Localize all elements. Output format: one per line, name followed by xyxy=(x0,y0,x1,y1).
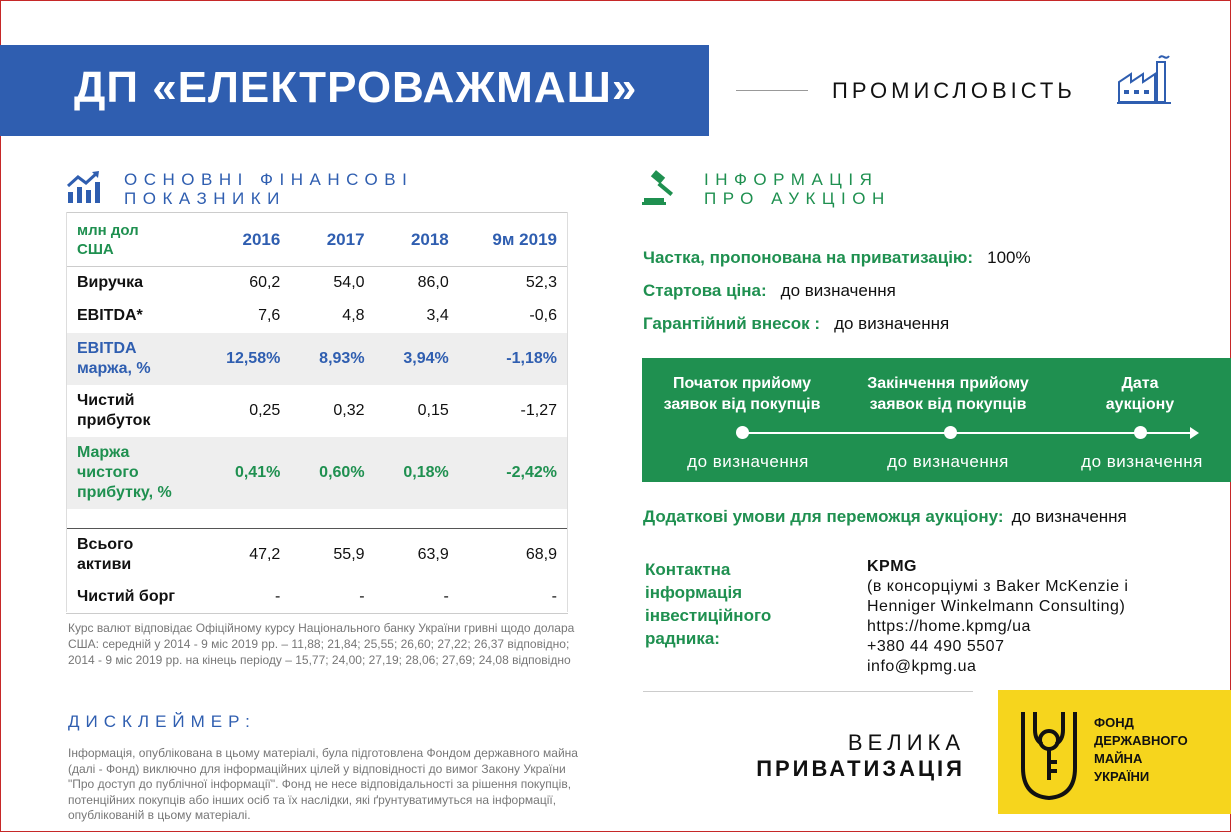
cell-value: 63,9 xyxy=(417,545,449,563)
cell-value: 0,25 xyxy=(249,401,281,419)
advisor-consortium: (в консорціумі з Baker McKenzie і xyxy=(867,578,1129,595)
extra-conditions-row xyxy=(643,507,1127,527)
cell-value: 47,2 xyxy=(249,545,281,563)
timeline-dot xyxy=(736,426,749,439)
advisor-email[interactable]: info@kpmg.ua xyxy=(867,658,977,675)
table-row-revenue xyxy=(66,267,568,300)
row-label: EBITDA* xyxy=(77,307,143,324)
arrow-right-icon xyxy=(1190,427,1199,439)
row-label: Маржа чистого прибутку, % xyxy=(66,437,196,509)
financials-section-title: ОСНОВНІ ФІНАНСОВІ ПОКАЗНИКИ xyxy=(124,170,414,208)
cell-value: 55,9 xyxy=(333,545,365,563)
year-header: 2016 xyxy=(196,213,291,267)
row-label: Чистий прибуток xyxy=(77,391,151,429)
table-row-net-profit xyxy=(66,385,568,437)
header-divider xyxy=(736,90,808,91)
contact-info xyxy=(867,557,1128,677)
year-header: 2017 xyxy=(291,213,375,267)
advisor-phone: +380 44 490 5507 xyxy=(867,638,1005,655)
share-label: Частка, пропонована на приватизацію: xyxy=(643,248,974,267)
timeline-step-title: Закінчення прийому заявок від покупців xyxy=(867,375,1029,413)
cell-value: -1,18% xyxy=(460,333,568,385)
timeline-step-value: до визначення xyxy=(1081,452,1203,471)
price-value: до визначення xyxy=(780,281,896,300)
cell-value: - xyxy=(196,581,291,614)
cell-value: 12,58% xyxy=(196,333,291,385)
chart-growth-icon xyxy=(66,170,102,204)
fund-name: ФОНД ДЕРЖАВНОГО МАЙНА УКРАЇНИ xyxy=(1094,715,1188,784)
cell-value: 0,18% xyxy=(376,437,460,509)
cell-value: 3,94% xyxy=(376,333,460,385)
timeline-step-value: до визначення xyxy=(887,452,1009,471)
timeline-step-title: Дата аукціону xyxy=(1105,375,1175,413)
program-name-line2: ПРИВАТИЗАЦІЯ xyxy=(756,756,965,781)
cell-value: -1,27 xyxy=(520,401,557,419)
advisor-consortium: Henniger Winkelmann Consulting) xyxy=(867,598,1126,615)
table-spacer xyxy=(66,509,568,529)
title-banner xyxy=(0,45,709,136)
cell-value: 0,32 xyxy=(333,401,365,419)
price-row xyxy=(643,281,896,301)
cell-value: 0,60% xyxy=(291,437,375,509)
share-value: 100% xyxy=(987,248,1031,267)
disclaimer-title: ДИСКЛЕЙМЕР: xyxy=(68,712,256,731)
timeline-dot xyxy=(944,426,957,439)
cell-value: 52,3 xyxy=(525,274,557,292)
row-label: Чистий борг xyxy=(66,581,196,614)
timeline-dot xyxy=(1134,426,1147,439)
timeline-line xyxy=(742,432,1192,434)
cell-value: 7,6 xyxy=(258,307,281,324)
table-row-total-assets xyxy=(66,529,568,581)
table-row-ebitda xyxy=(66,300,568,333)
table-row-net-debt xyxy=(66,581,568,614)
share-row xyxy=(643,248,1031,268)
year-header: 2018 xyxy=(376,213,460,267)
gavel-icon xyxy=(642,170,680,206)
table-header-row xyxy=(66,213,568,267)
row-label: Всього активи xyxy=(77,535,134,573)
fund-logo-block xyxy=(998,690,1231,814)
cell-value: - xyxy=(376,581,460,614)
cell-value: 8,93% xyxy=(291,333,375,385)
price-label: Стартова ціна: xyxy=(643,281,767,300)
row-label: EBITDA маржа, % xyxy=(66,333,196,385)
cell-value: 0,41% xyxy=(196,437,291,509)
cell-value: 60,2 xyxy=(249,274,281,292)
factory-icon xyxy=(1115,52,1173,106)
industry-label: ПРОМИСЛОВІСТЬ xyxy=(832,78,1076,103)
cell-value: 0,15 xyxy=(417,401,449,419)
cell-value: 86,0 xyxy=(417,274,449,292)
timeline-step-title: Початок прийому заявок від покупців xyxy=(663,375,821,413)
table-row-net-margin xyxy=(66,437,568,509)
key-shield-icon xyxy=(1020,710,1078,800)
advisor-name: KPMG xyxy=(867,558,917,575)
advisor-website[interactable]: https://home.kpmg/ua xyxy=(867,618,1031,635)
extra-conditions-label: Додаткові умови для переможця аукціону: xyxy=(643,507,1004,526)
cell-value: - xyxy=(460,581,568,614)
timeline-step-value: до визначення xyxy=(687,452,809,471)
deposit-row xyxy=(643,314,949,334)
page-title: ДП «ЕЛЕКТРОВАЖМАШ» xyxy=(74,63,638,112)
cell-value: - xyxy=(291,581,375,614)
program-name-line1: ВЕЛИКА xyxy=(847,730,965,755)
cell-value: -0,6 xyxy=(529,307,557,324)
auction-section-title: ІНФОРМАЦІЯ ПРО АУКЦІОН xyxy=(704,170,891,208)
extra-conditions-value: до визначення xyxy=(1011,507,1127,526)
cell-value: 54,0 xyxy=(333,274,365,292)
cell-value: 68,9 xyxy=(525,545,557,563)
row-label: Виручка xyxy=(77,274,144,292)
cell-value: 4,8 xyxy=(342,307,365,324)
table-row-ebitda-margin xyxy=(66,333,568,385)
year-header: 9м 2019 xyxy=(460,213,568,267)
deposit-value: до визначення xyxy=(834,314,950,333)
disclaimer-text: Інформація, опублікована в цьому матеріалі, була підготовлена Фондом державного майна (далі - Фонд) виключно для інформаційних цілей у відповідності до вимог Закону України "Про доступ до публічної інформації". Фонд не несе відповідальності за рішення покупців, потенційних покупців або інших осіб та їх наслідки, які ґрунтуватимуться на інформації, опублікованій в цьому матеріалі. xyxy=(68,746,578,822)
deposit-label: Гарантійний внесок : xyxy=(643,314,821,333)
cell-value: -2,42% xyxy=(460,437,568,509)
cell-value: 3,4 xyxy=(426,307,449,324)
fx-rate-note: Курс валют відповідає Офіційному курсу Національного банку України гривні щодо долара США: середній у 2014 - 9 міс 2019 рр. – 11,88; 21,84; 25,55; 26,60; 27,22; 26,37 відповідно; 2014 - 9 міс 2019 рр. на кінець періоду – 15,77; 24,00; 27,19; 28,06; 27,69; 24,08 відповідно xyxy=(68,621,575,667)
footer-divider xyxy=(643,691,973,692)
contact-label: Контактна інформація інвестиційного радника: xyxy=(645,560,772,648)
auction-timeline xyxy=(642,358,1231,482)
unit-label: млн дол США xyxy=(66,213,196,267)
financials-table xyxy=(66,212,568,614)
